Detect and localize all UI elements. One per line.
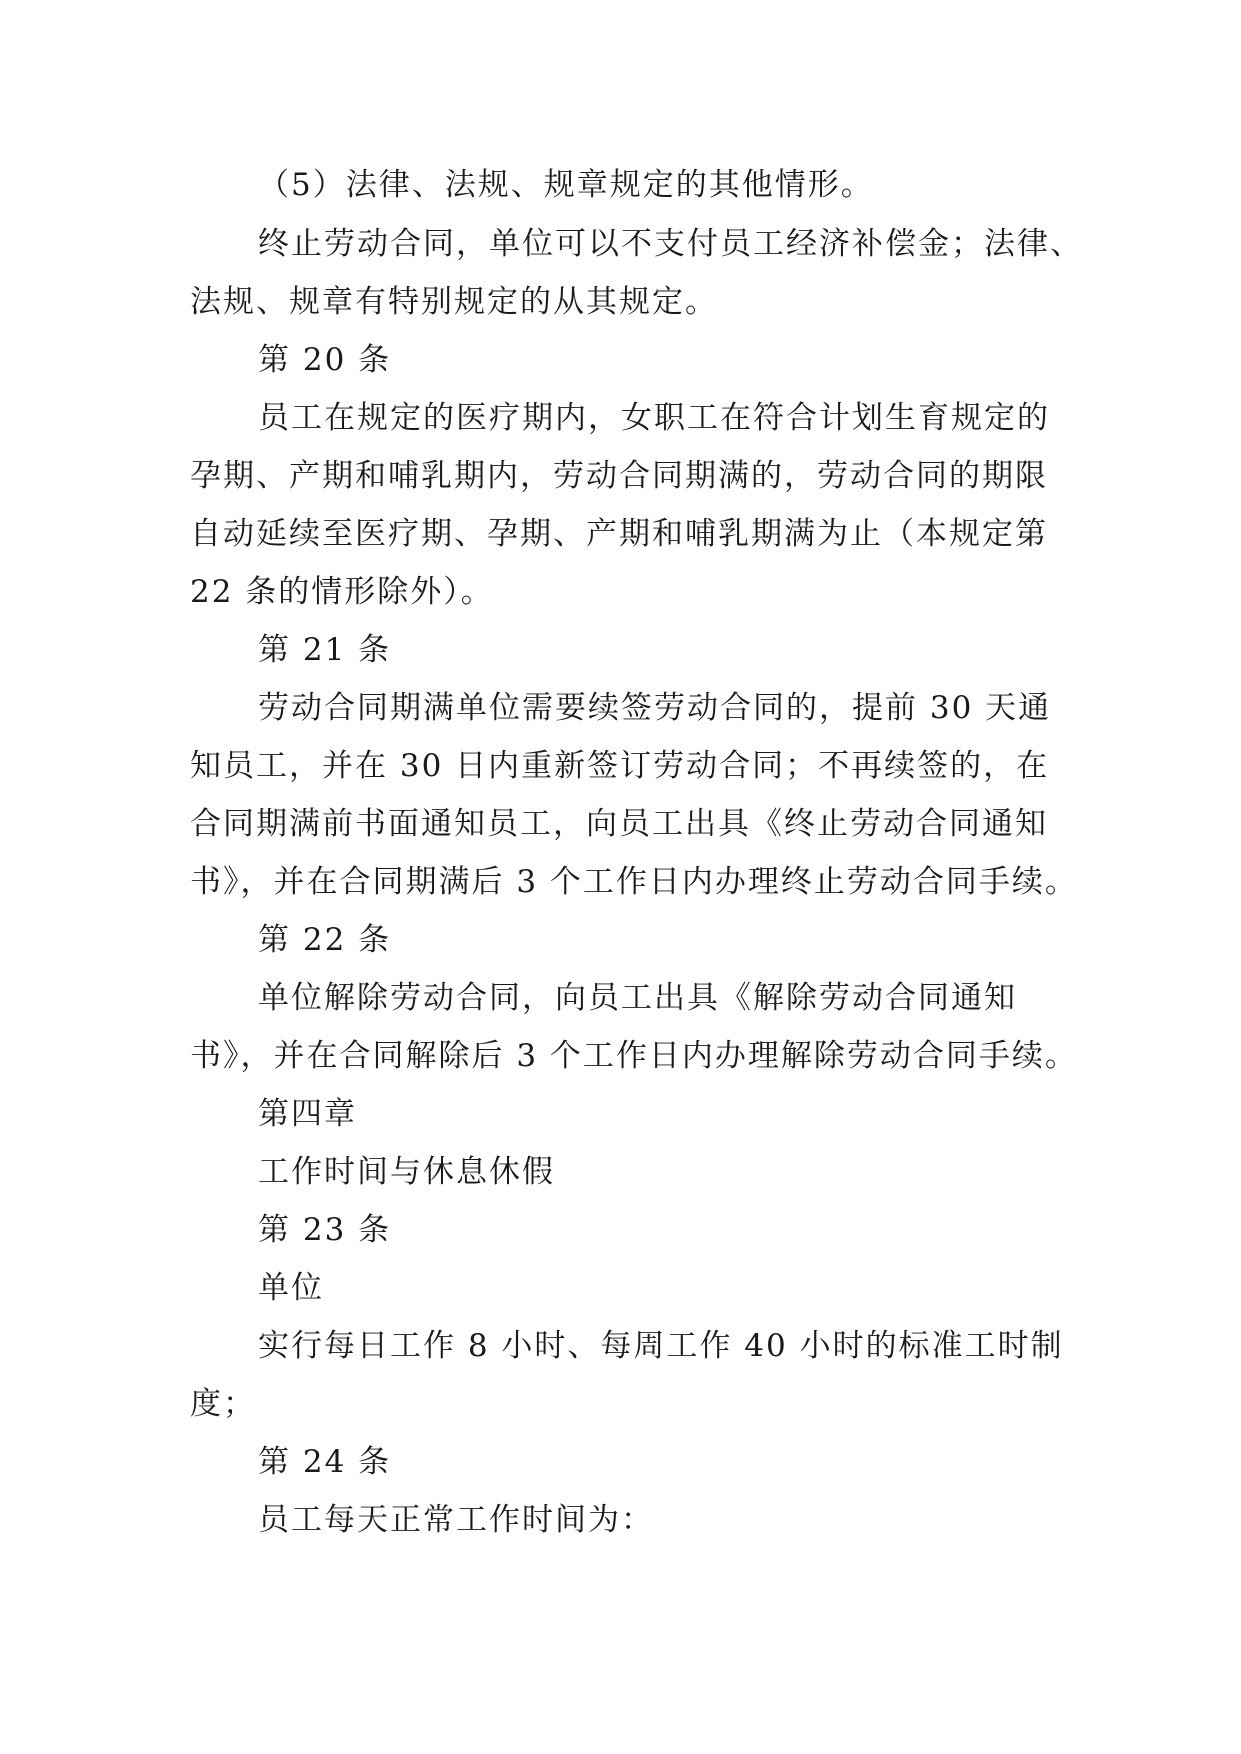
- clause-item-5: （5）法律、法规、规章规定的其他情形。: [258, 167, 874, 203]
- article-heading-24: 第 24 条: [258, 1444, 392, 1480]
- paragraph-line: 实行每日工作 8 小时、每周工作 40 小时的标准工时制: [258, 1328, 1064, 1364]
- paragraph-line: 单位解除劳动合同，向员工出具《解除劳动合同通知: [258, 980, 1017, 1016]
- paragraph-line: 单位: [258, 1270, 324, 1306]
- paragraph-line: 知员工，并在 30 日内重新签订劳动合同；不再续签的，在: [190, 748, 1050, 784]
- article-heading-20: 第 20 条: [258, 342, 392, 378]
- paragraph-line: 终止劳动合同，单位可以不支付员工经济补偿金；法律、: [258, 226, 1083, 262]
- paragraph-line: 合同期满前书面通知员工，向员工出具《终止劳动合同通知: [190, 806, 1048, 842]
- paragraph-line: 自动延续至医疗期、孕期、产期和哺乳期满为止（本规定第: [190, 516, 1048, 552]
- article-heading-21: 第 21 条: [258, 632, 392, 668]
- paragraph-line: 书》，并在合同解除后 3 个工作日内办理解除劳动合同手续。: [190, 1038, 1078, 1074]
- paragraph-line: 书》，并在合同期满后 3 个工作日内办理终止劳动合同手续。: [190, 864, 1078, 900]
- paragraph-line: 法规、规章有特别规定的从其规定。: [190, 284, 718, 320]
- paragraph-line: 孕期、产期和哺乳期内，劳动合同期满的，劳动合同的期限: [190, 458, 1048, 494]
- paragraph-line: 22 条的情形除外）。: [190, 574, 494, 610]
- article-heading-22: 第 22 条: [258, 922, 392, 958]
- paragraph-line: 度；: [190, 1386, 256, 1422]
- chapter-title: 工作时间与休息休假: [258, 1154, 555, 1190]
- paragraph-line: 员工在规定的医疗期内，女职工在符合计划生育规定的: [258, 400, 1050, 436]
- paragraph-line: 劳动合同期满单位需要续签劳动合同的，提前 30 天通: [258, 690, 1052, 726]
- chapter-heading: 第四章: [258, 1096, 357, 1132]
- paragraph-line: 员工每天正常工作时间为：: [258, 1502, 654, 1538]
- article-heading-23: 第 23 条: [258, 1212, 392, 1248]
